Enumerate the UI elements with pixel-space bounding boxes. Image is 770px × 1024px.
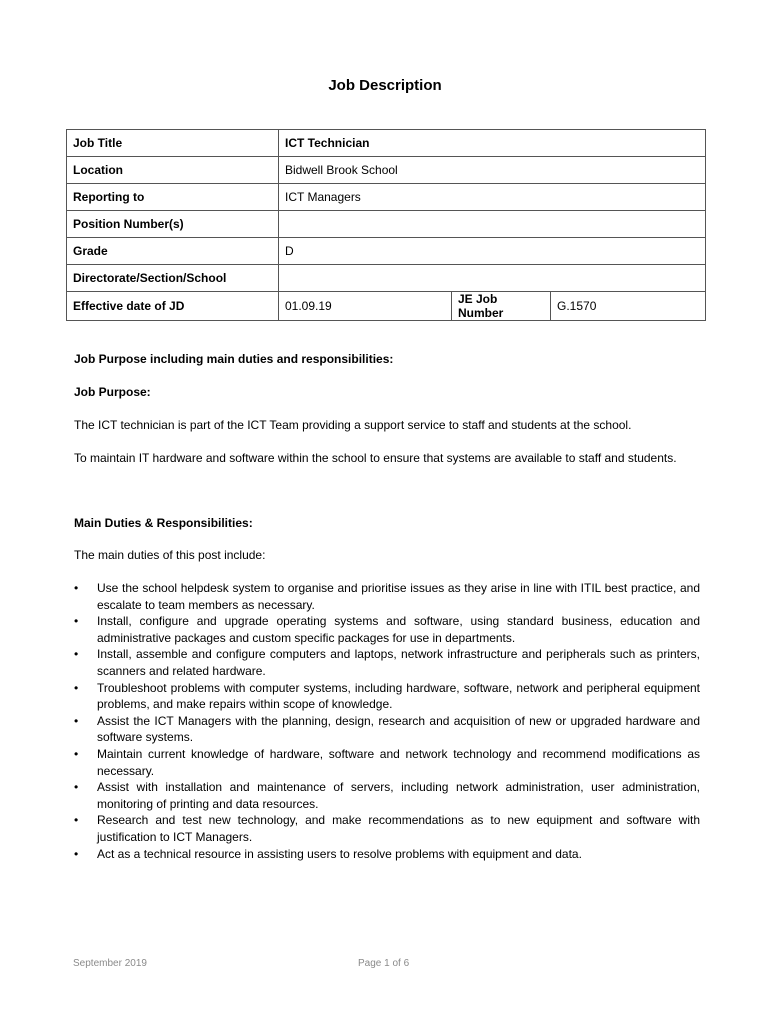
footer-date: September 2019: [73, 958, 147, 969]
reporting-label: Reporting to: [67, 184, 279, 211]
bullet-icon: •: [74, 680, 79, 695]
duty-text: Assist the ICT Managers with the planning, design, research and acquisition of new or upgraded hardware and software systems.: [97, 713, 700, 745]
purpose-paragraph-2: To maintain IT hardware and software within the school to ensure that systems are available to staff and students.: [74, 451, 677, 465]
table-row: [67, 184, 706, 211]
position-label: Position Number(s): [67, 211, 279, 238]
bullet-icon: •: [74, 614, 79, 629]
duties-list: [74, 580, 700, 862]
table-row: [67, 292, 706, 321]
bullet-icon: •: [74, 746, 79, 761]
bullet-icon: •: [74, 846, 79, 861]
list-item: [74, 613, 700, 646]
purpose-heading: Job Purpose including main duties and responsibilities:: [74, 352, 394, 366]
duties-intro: The main duties of this post include:: [74, 548, 266, 562]
duty-text: Use the school helpdesk system to organise and prioritise issues as they arise in line with ITIL best practice, and escalate to team members as necessary.: [97, 581, 700, 612]
duty-text: Research and test new technology, and make recommendations as to new equipment and software with justification to ICT Managers.: [97, 813, 700, 844]
duty-text: Install, configure and upgrade operating systems and software, using standard business, education and administrative packages and custom specific packages for use in departments.: [97, 614, 700, 645]
location-label: Location: [67, 157, 279, 184]
bullet-icon: •: [74, 581, 79, 595]
job-purpose-heading: Job Purpose:: [74, 385, 151, 399]
directorate-value: [279, 265, 706, 292]
table-row: [67, 157, 706, 184]
list-item: [74, 646, 700, 679]
list-item: [74, 713, 700, 746]
effective-date-label: Effective date of JD: [67, 292, 279, 321]
bullet-icon: •: [74, 813, 79, 828]
duty-text: Troubleshoot problems with computer systems, including hardware, software, network and peripheral equipment problems, and make repairs within scope of knowledge.: [97, 680, 700, 712]
job-title-value: ICT Technician: [279, 130, 706, 157]
page-title: Job Description: [328, 77, 442, 94]
list-item: [74, 580, 700, 613]
table-row: [67, 265, 706, 292]
table-row: [67, 238, 706, 265]
list-item: [74, 746, 700, 779]
duty-text: Install, assemble and configure computers and laptops, network infrastructure and peripherals such as printers, scanners and related hardware.: [97, 647, 700, 678]
bullet-icon: •: [74, 713, 79, 728]
list-item: [74, 812, 700, 845]
position-value: [279, 211, 706, 238]
job-info-table: [66, 129, 706, 321]
table-row: [67, 211, 706, 238]
bullet-icon: •: [74, 647, 79, 662]
grade-label: Grade: [67, 238, 279, 265]
directorate-label: Directorate/Section/School: [67, 265, 279, 292]
bullet-icon: •: [74, 780, 79, 795]
list-item: [74, 680, 700, 713]
duty-text: Assist with installation and maintenance of servers, including network administration, user administration, monitoring of printing and data resources.: [97, 780, 700, 811]
footer-page-number: Page 1 of 6: [358, 958, 410, 969]
job-title-label: Job Title: [67, 130, 279, 157]
list-item: [74, 846, 700, 863]
purpose-paragraph-1: The ICT technician is part of the ICT Team providing a support service to staff and students at the school.: [74, 418, 632, 432]
je-job-number-value: G.1570: [551, 292, 706, 321]
duty-text: Maintain current knowledge of hardware, software and network technology and recommend modifications as necessary.: [97, 746, 700, 778]
table-row: [67, 130, 706, 157]
duties-heading: Main Duties & Responsibilities:: [74, 516, 253, 530]
location-value: Bidwell Brook School: [279, 157, 706, 184]
reporting-value: ICT Managers: [279, 184, 706, 211]
grade-value: D: [279, 238, 706, 265]
effective-date-value: 01.09.19: [279, 292, 452, 321]
list-item: [74, 779, 700, 812]
je-job-number-label: JE Job Number: [452, 292, 551, 321]
duty-text: Act as a technical resource in assisting users to resolve problems with equipment and data.: [97, 846, 582, 861]
